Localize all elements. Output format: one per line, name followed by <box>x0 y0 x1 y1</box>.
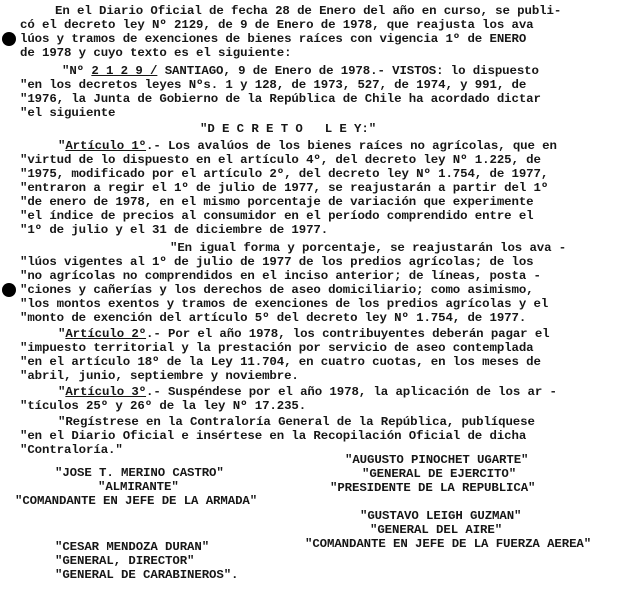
article-1-label: Artículo 1º <box>65 139 147 153</box>
article-1-line: "el índice de precios al consumidor en el período comprendido entre el <box>20 209 534 223</box>
article-1-line: "entraron a regir el 1º de julio de 1977, se reajustarán a partir del 1º <box>20 181 549 195</box>
decree-header-line: "en los decretos leyes Nºs. 1 y 128, de 1973, 527, de 1974, y 991, de <box>20 78 527 92</box>
intro-line: En el Diario Oficial de fecha 28 de Enero del año en curso, se publi- <box>55 4 562 18</box>
article-2-line: "impuesto territorial y la prestación por servicio de aseo contemplada <box>20 341 534 355</box>
signature-pinochet-title: "PRESIDENTE DE LA REPUBLICA" <box>330 481 536 495</box>
paragraph-2-line: "lúos vigentes al 1º de julio de 1977 de los predios agrícolas; de los <box>20 255 534 269</box>
signature-leigh-rank: "GENERAL DEL AIRE" <box>370 523 503 537</box>
decree-number: 2 1 2 9 / <box>91 64 158 78</box>
signature-leigh-title: "COMANDANTE EN JEFE DE LA FUERZA AEREA" <box>305 537 592 551</box>
punch-hole-middle <box>2 283 16 297</box>
article-3-first-line: "Artículo 3º.- Suspéndese por el año 1978, la aplicación de los ar - <box>58 385 557 399</box>
article-3-line: "tículos 25º y 26º de la ley Nº 17.235. <box>20 399 307 413</box>
article-3-text: .- Suspéndese por el año 1978, la aplicación de los ar - <box>146 385 557 399</box>
decree-number-prefix: "Nº <box>62 64 92 78</box>
decree-header-line: "1976, la Junta de Gobierno de la República de Chile ha acordado dictar <box>20 92 541 106</box>
article-2-text: .- Por el año 1978, los contribuyentes deberán pagar el <box>146 327 550 341</box>
closing-line: "Regístrese en la Contraloría General de la República, publíquese <box>58 415 535 429</box>
signature-leigh-name: "GUSTAVO LEIGH GUZMAN" <box>360 509 522 523</box>
article-1-line: "virtud de lo dispuesto en el artículo 4º, del decreto ley Nº 1.225, de <box>20 153 541 167</box>
article-2-label: Artículo 2º <box>65 327 147 341</box>
article-3-label: Artículo 3º <box>65 385 147 399</box>
paragraph-2-line: "los montos exentos y tramos de exenciones de los predios agrícolas y el <box>20 297 549 311</box>
article-1-line: "de enero de 1978, en el mismo porcentaje de variación que experimente <box>20 195 534 209</box>
article-1-first-line: "Artículo 1º.- Los avalúos de los bienes raíces no agrícolas, que en <box>58 139 557 153</box>
article-2-line: "abril, junio, septiembre y noviembre. <box>20 369 299 383</box>
signature-merino-name: "JOSE T. MERINO CASTRO" <box>55 466 224 480</box>
article-2-first-line: "Artículo 2º.- Por el año 1978, los contribuyentes deberán pagar el <box>58 327 550 341</box>
intro-line: lúos y tramos de exenciones de bienes raíces con vigencia 1º de ENERO <box>20 32 527 46</box>
closing-line: "en el Diario Oficial e insértese en la Recopilación Oficial de dicha <box>20 429 527 443</box>
paragraph-2-line: "En igual forma y porcentaje, se reajustarán los ava - <box>170 241 567 255</box>
decree-header-line: "el siguiente <box>20 106 116 120</box>
closing-line: "Contraloría." <box>20 443 123 457</box>
signature-pinochet-rank: "GENERAL DE EJERCITO" <box>362 467 517 481</box>
decree-title: "D E C R E T O L E Y:" <box>200 122 377 136</box>
article-1-text: .- Los avalúos de los bienes raíces no agrícolas, que en <box>146 139 557 153</box>
article-2-line: "en el artículo 18º de la Ley 11.704, en cuatro cuotas, en los meses de <box>20 355 541 369</box>
paragraph-2-line: "monto de exención del artículo 5º del decreto ley Nº 1.754, de 1977. <box>20 311 527 325</box>
signature-pinochet-name: "AUGUSTO PINOCHET UGARTE" <box>345 453 529 467</box>
decree-header-line <box>62 64 539 78</box>
signature-merino-title: "COMANDANTE EN JEFE DE LA ARMADA" <box>15 494 258 508</box>
signature-mendoza-rank: "GENERAL, DIRECTOR" <box>55 554 195 568</box>
intro-line: de 1978 y cuyo texto es el siguiente: <box>20 46 292 60</box>
signature-merino-rank: "ALMIRANTE" <box>98 480 179 494</box>
article-1-line: "1975, modificado por el artículo 2º, del decreto ley Nº 1.754, de 1977, <box>20 167 549 181</box>
signature-mendoza-name: "CESAR MENDOZA DURAN" <box>55 540 210 554</box>
paragraph-2-line: "ciones y cañerías y los derechos de aseo domiciliario; como asimismo, <box>20 283 534 297</box>
intro-line: có el decreto ley Nº 2129, de 9 de Enero de 1978, que reajusta los ava <box>20 18 534 32</box>
punch-hole-top <box>2 32 16 46</box>
article-1-line: "1º de julio y el 31 de diciembre de 1977. <box>20 223 329 237</box>
decree-header-rest: SANTIAGO, 9 de Enero de 1978.- VISTOS: lo dispuesto <box>157 64 539 78</box>
paragraph-2-line: "no agrícolas no comprendidos en el inciso anterior; de líneas, posta - <box>20 269 541 283</box>
signature-mendoza-title: "GENERAL DE CARABINEROS". <box>55 568 239 582</box>
